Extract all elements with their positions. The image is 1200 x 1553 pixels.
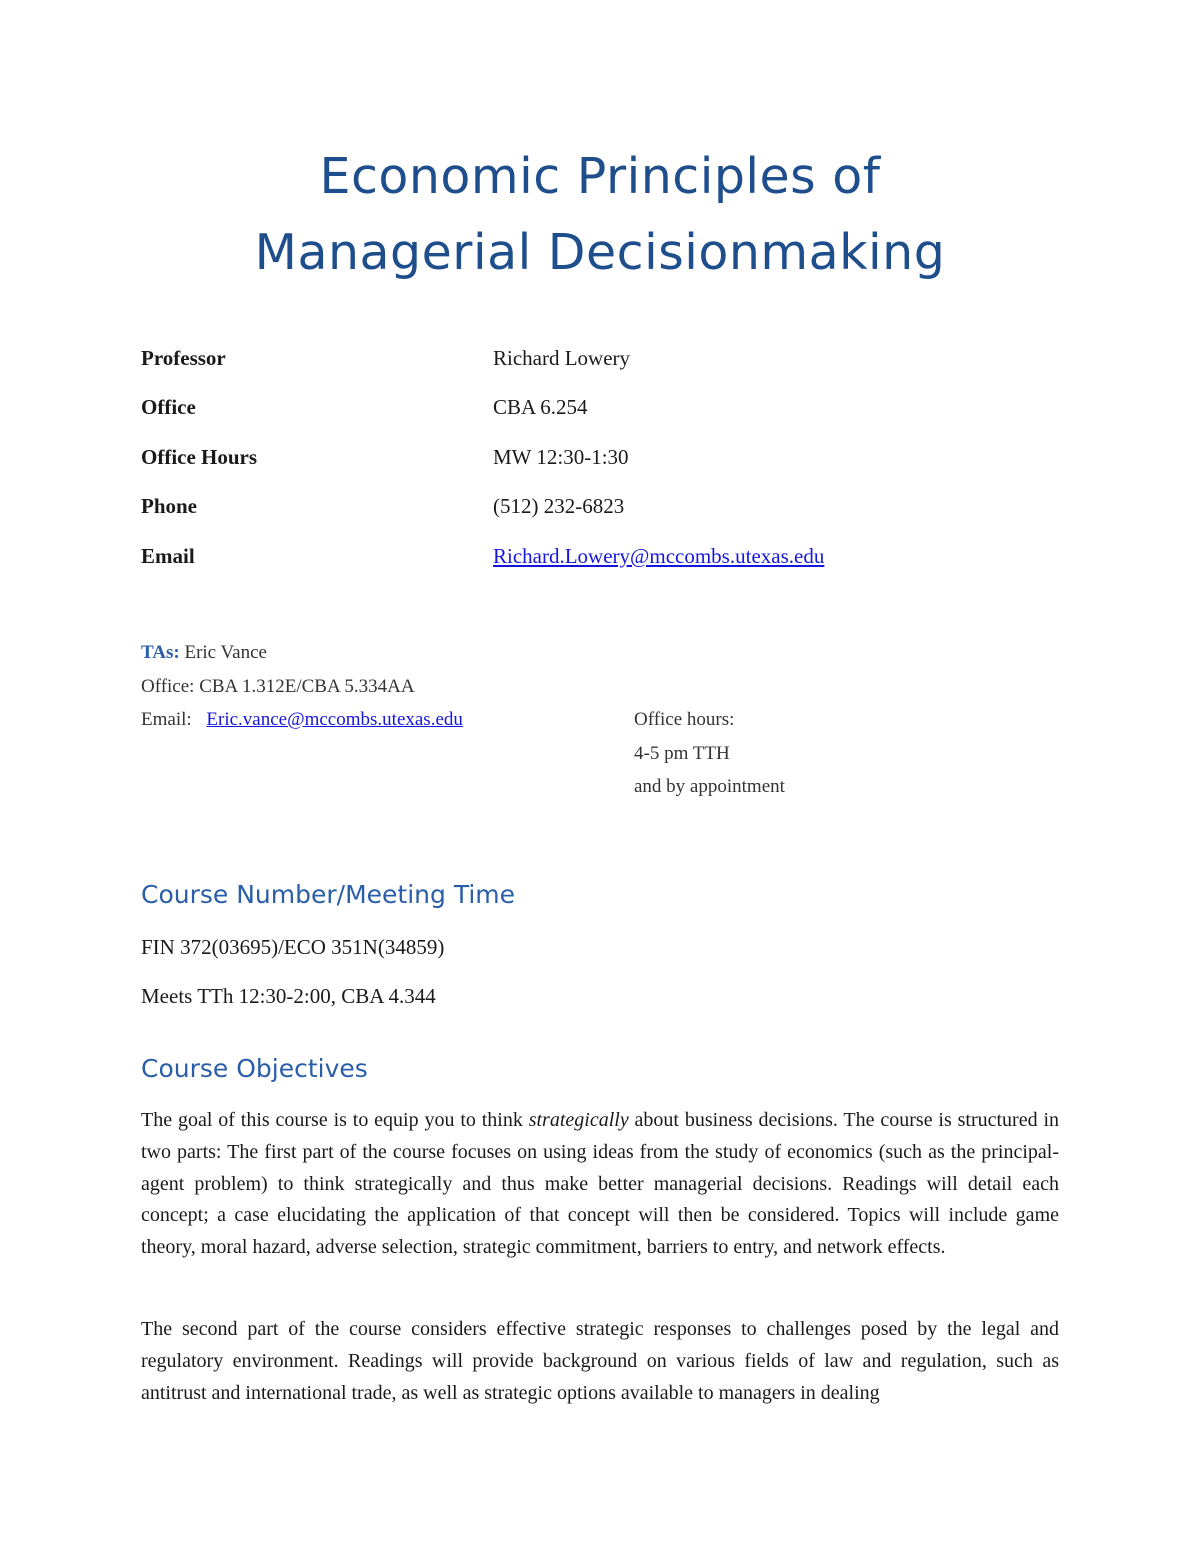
course-objectives-heading: Course Objectives [141,1054,368,1083]
info-value: CBA 6.254 [493,395,588,419]
ta-email-link[interactable]: Eric.vance@mccombs.utexas.edu [206,709,463,730]
info-label: Office [141,395,196,419]
ta-name-line [141,642,267,664]
info-row-office [141,395,1041,425]
info-row-professor [141,346,1041,376]
objectives-paragraph-1 [141,1105,1059,1264]
ta-email-label: Email: [141,709,192,730]
document-title-line-1: Economic Principles of [319,148,881,205]
course-number-heading: Course Number/Meeting Time [141,880,515,909]
info-value: (512) 232-6823 [493,494,625,518]
info-row-office-hours [141,445,1041,475]
objectives-paragraph-2: The second part of the course considers effective strategic responses to challenges posed by the legal and regulatory environment. Readings will provide background on various fields of law and regulation, such as antitrust and international trade, as well as strategic options available to managers in dealing [141,1318,1059,1404]
p1-text-before: The goal of this course is to equip you to think [141,1109,529,1131]
info-value: Richard Lowery [493,346,631,370]
ta-office-hours-note: and by appointment [634,776,785,797]
document-title-line-2: Managerial Decisionmaking [254,224,946,281]
info-row-email [141,544,1041,574]
ta-label: TAs: [141,642,180,663]
info-label: Office Hours [141,445,258,469]
ta-office-hours-label: Office hours: [634,709,735,730]
info-label: Email [141,544,195,568]
info-label: Phone [141,494,198,518]
p1-emphasis: strategically [528,1109,629,1131]
meeting-time: Meets TTh 12:30-2:00, CBA 4.344 [141,984,436,1008]
ta-office: Office: CBA 1.312E/CBA 5.334AA [141,676,415,697]
info-value: MW 12:30-1:30 [493,445,629,469]
ta-name: Eric Vance [184,642,267,663]
p1-text-after: about business decisions. The course is structured in two parts: The first part of the course focuses on using ideas from the study of economics (such as the principal-agent problem) to think strategically and thus make better managerial decisions. Readings will detail each concept; a case elucidating the application of that concept will then be considered. Topics will include game theory, moral hazard, adverse selection, strategic commitment, barriers to entry, and network effects. [141,1109,1060,1259]
professor-email-link[interactable]: Richard.Lowery@mccombs.utexas.edu [493,544,825,568]
ta-office-hours-time: 4-5 pm TTH [634,743,730,764]
info-label: Professor [141,346,226,370]
ta-email-line [141,709,463,731]
info-row-phone [141,494,1041,524]
course-number: FIN 372(03695)/ECO 351N(34859) [141,935,445,959]
